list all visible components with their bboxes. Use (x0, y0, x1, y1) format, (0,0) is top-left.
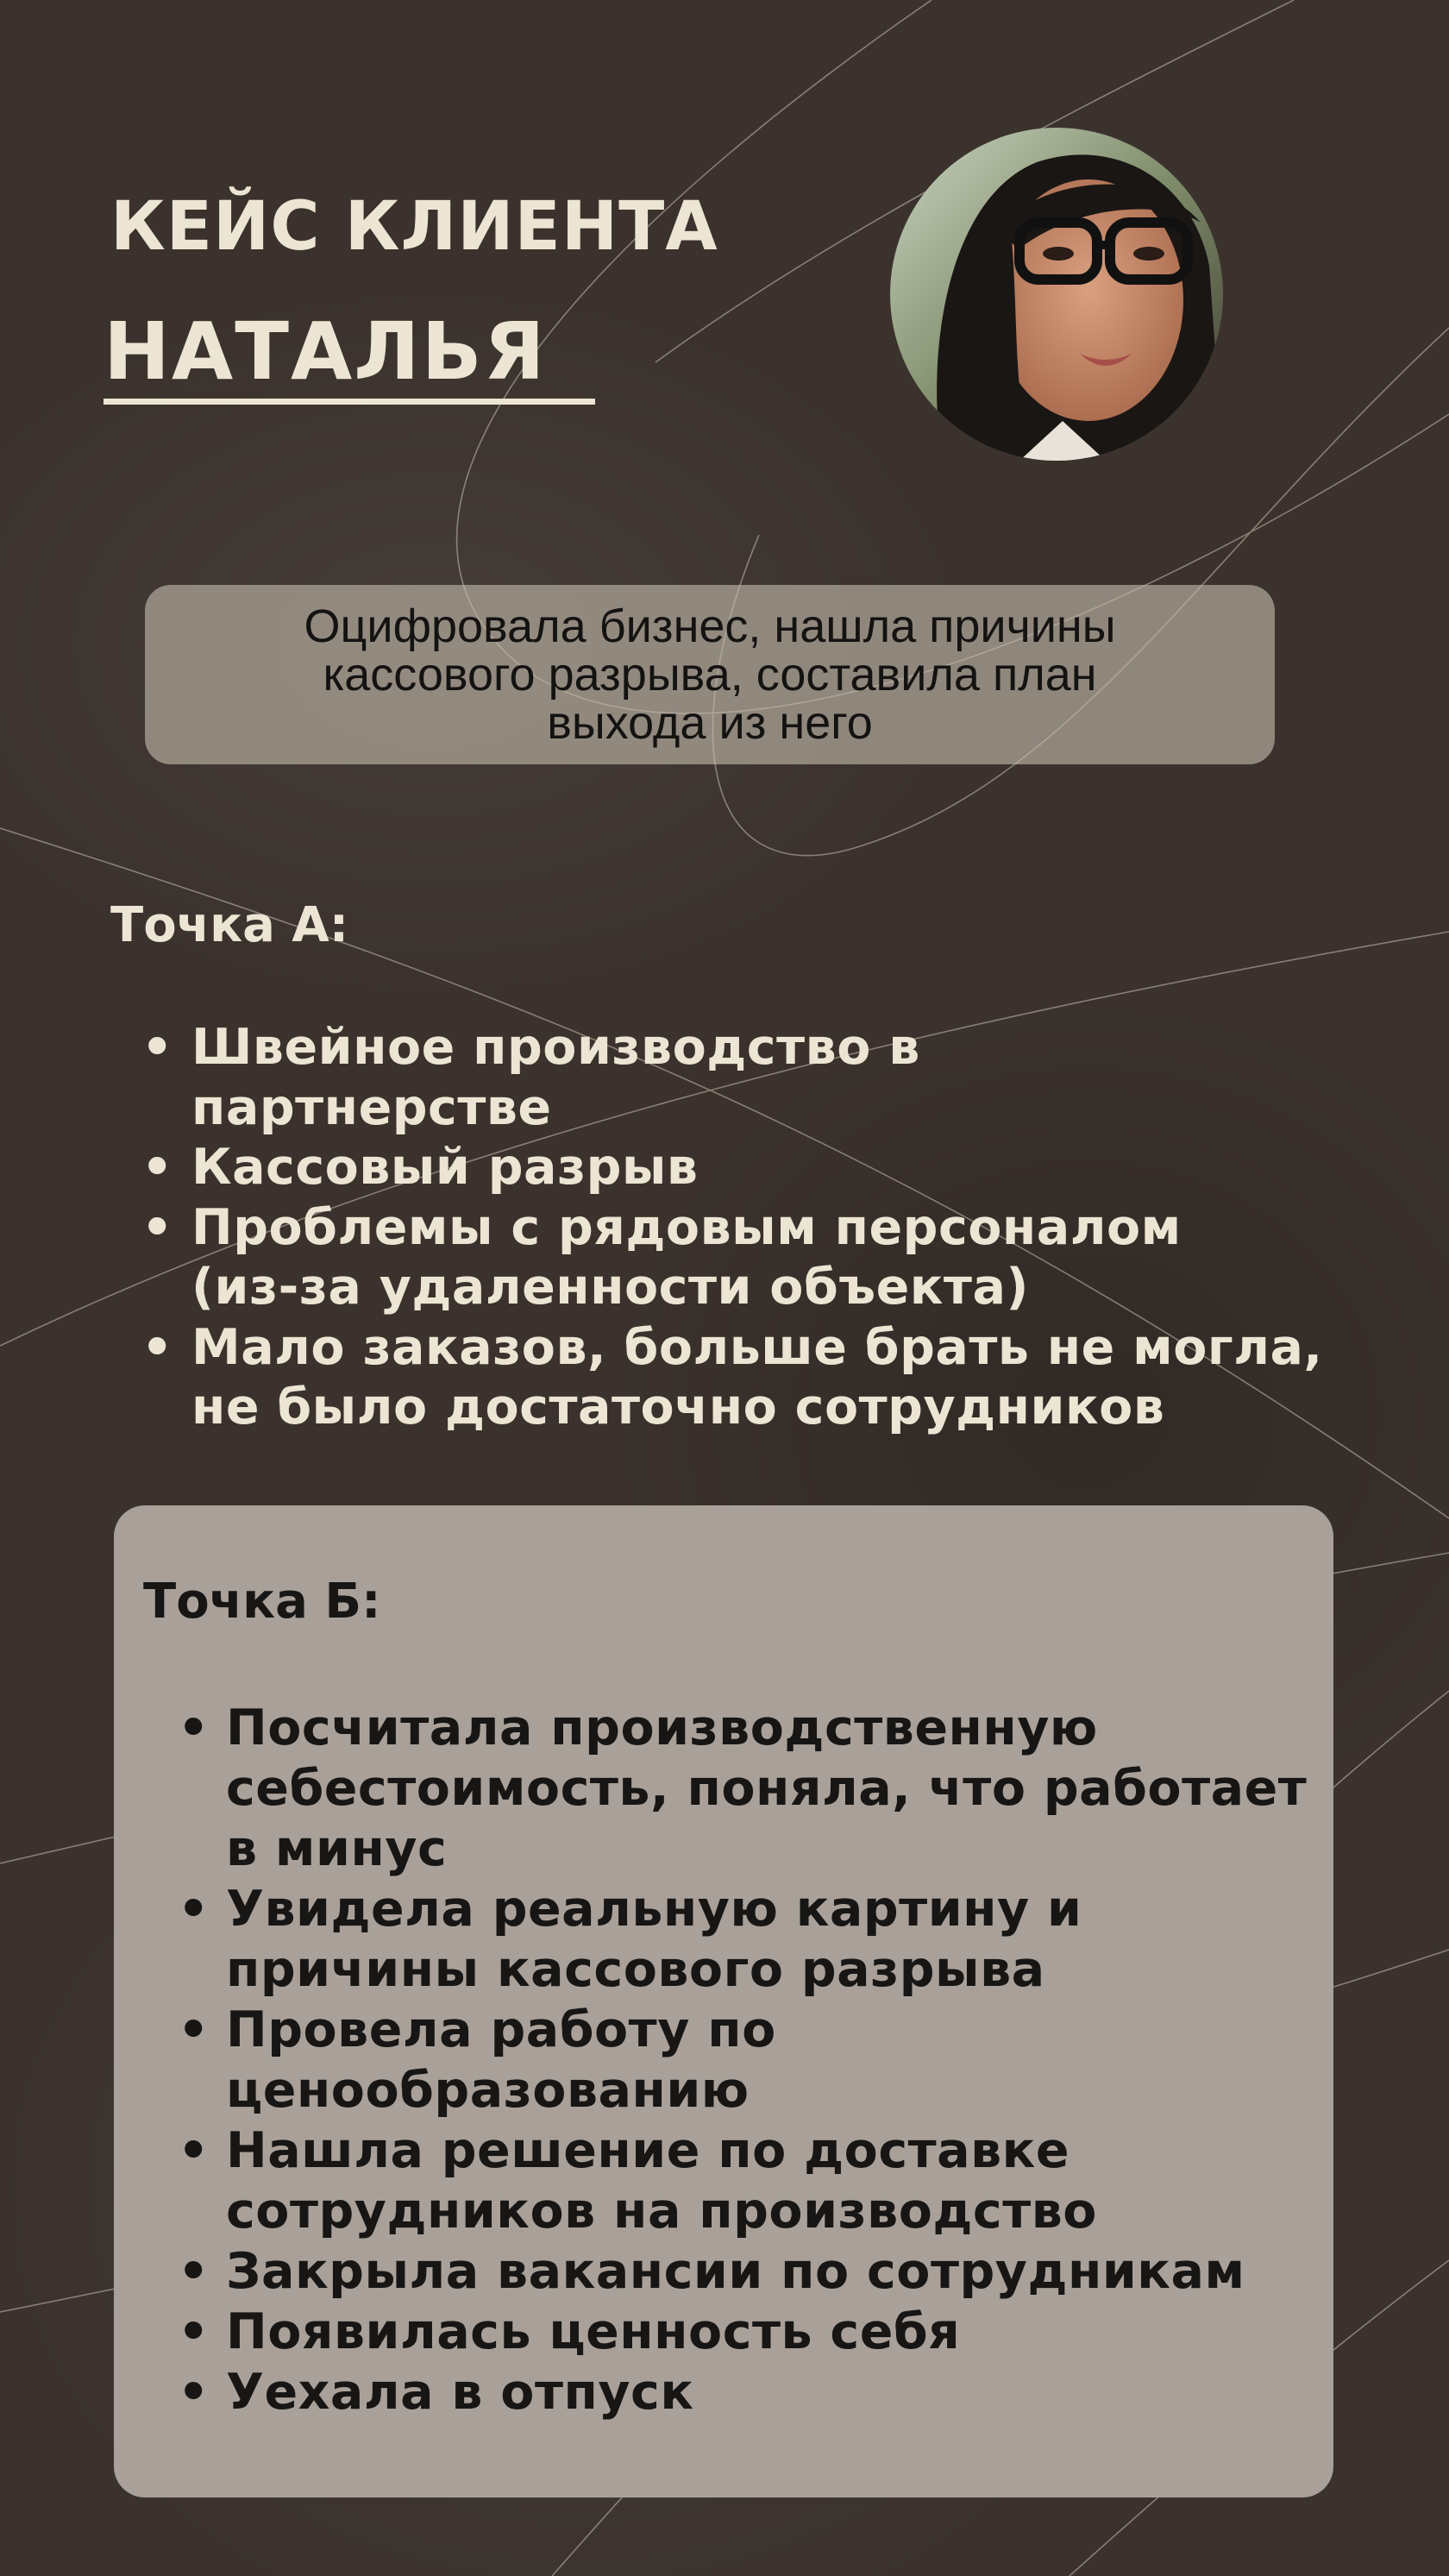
point-b-item: • Закрыла вакансии по сотрудникам (178, 2243, 1245, 2300)
bullet-icon: • (178, 2122, 210, 2179)
bullet-icon: • (141, 1198, 173, 1256)
bullet-icon: • (178, 1700, 210, 1756)
point-b-item: • Появилась ценность себя (178, 2303, 961, 2360)
point-b-item: • Уехала в отпуск (178, 2364, 694, 2421)
summary-text (205, 602, 1214, 747)
bullet-icon: • (178, 2243, 210, 2300)
point-b-item: • Посчитала производственную себестоимость, поняла, что работает в минус (178, 1700, 1308, 1877)
point-b-item: • Увидела реальную картину и причины кассового разрыва (178, 1881, 1082, 1998)
bullet-icon: • (141, 1139, 173, 1196)
point-a-list (129, 1018, 1371, 1438)
point-b-list (166, 1698, 1321, 2422)
bullet-icon: • (141, 1019, 173, 1076)
point-a-item: • Швейное производство в партнерстве (141, 1019, 920, 1136)
summary-line: Оцифровала бизнес, нашла причины (304, 600, 1116, 652)
case-label: КЕЙС КЛИЕНТА (110, 188, 718, 266)
point-a-item: • Проблемы с рядовым персоналом (из-за удаленности объекта) (141, 1198, 1182, 1316)
bullet-icon: • (178, 1881, 210, 1938)
point-a-item: • Мало заказов, больше брать не могла, не было достаточно сотрудников (141, 1318, 1323, 1436)
point-b-item: • Нашла решение по доставке сотрудников на производство (178, 2122, 1097, 2240)
client-name: НАТАЛЬЯ (104, 305, 547, 398)
bullet-icon: • (178, 2001, 210, 2058)
bullet-icon: • (141, 1318, 173, 1376)
bullet-icon: • (178, 2303, 210, 2360)
summary-box (145, 585, 1275, 764)
client-avatar (890, 128, 1223, 461)
summary-line: выхода из него (547, 697, 873, 749)
point-b-title: Точка Б: (143, 1574, 381, 1630)
point-a-title: Точка А: (110, 897, 349, 953)
point-b-item: • Провела работу по ценообразованию (178, 2001, 776, 2119)
point-a-item: • Кассовый разрыв (129, 1138, 1371, 1198)
bullet-icon: • (178, 2364, 210, 2421)
summary-line: кассового разрыва, составила план (323, 649, 1097, 701)
name-underline (104, 399, 595, 405)
